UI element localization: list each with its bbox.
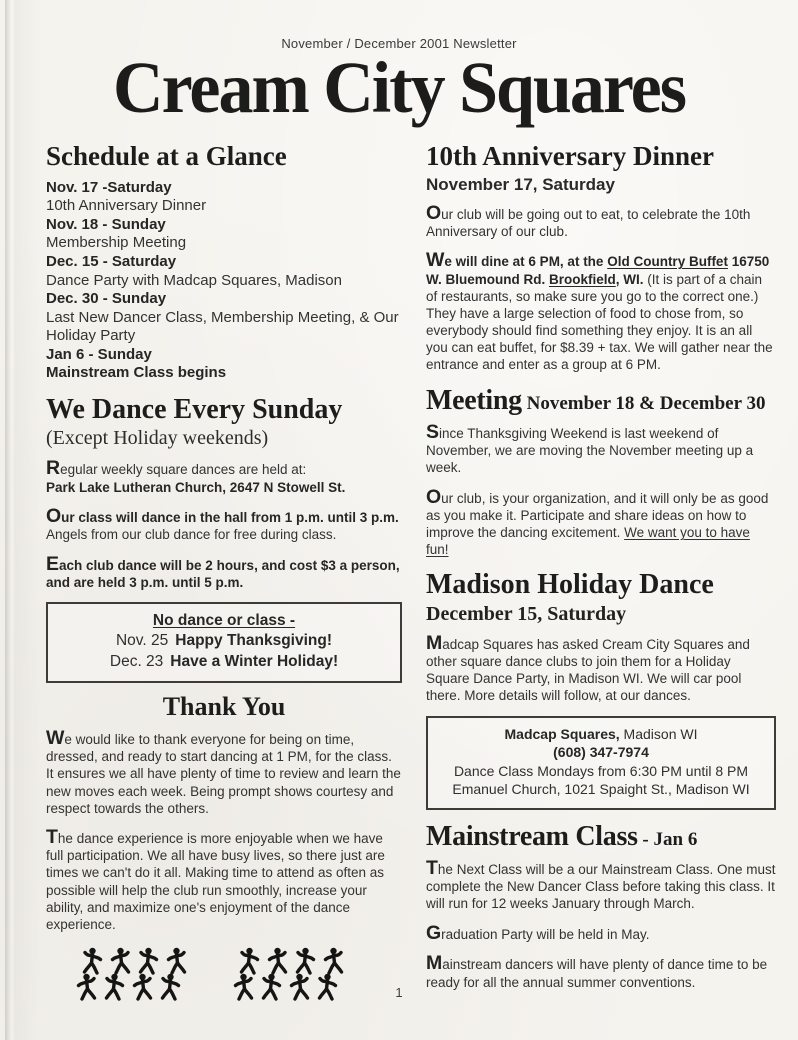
paragraph-your-organization: Our club, is your organization, and it will only be as good as you make it. Participate and share ideas on how to improve the dancing excitement. We want you to have fun! <box>426 485 769 558</box>
paragraph-where-we-dance: Regular weekly square dances are held at: Park Lake Lutheran Church, 2647 N Stowell St. <box>46 457 346 495</box>
madcap-phone: (608) 347-7974 <box>553 744 649 761</box>
dropcap: M <box>426 952 443 975</box>
newsletter-dateline: November / December 2001 Newsletter <box>281 36 517 51</box>
schedule-date: Jan 6 - Sunday <box>46 345 152 363</box>
paragraph-next-class: The Next Class will be a our Mainstream Class. One must complete the New Dancer Class before taking this class. It will run for 12 weeks January through March. <box>426 856 776 912</box>
schedule-date: Nov. 17 -Saturday <box>46 178 172 196</box>
thank-you-heading: Thank You <box>162 691 286 721</box>
dropcap: S <box>426 420 440 443</box>
dropcap: W <box>46 726 65 749</box>
dropcap: G <box>426 921 442 944</box>
schedule-event: 10th Anniversary Dinner <box>46 197 207 215</box>
madcap-class-time: Dance Class Mondays from 6:30 PM until 8 PM <box>453 762 749 779</box>
paragraph-class-times: Our class will dance in the hall from 1 p.m. until 3 p.m. Angels from our club dance for free during class. <box>46 504 399 543</box>
page-number: 1 <box>395 985 403 1000</box>
anniversary-dinner-subheading: November 17, Saturday <box>426 174 615 194</box>
meeting-heading: Meeting November 18 & December 30 <box>426 384 766 416</box>
madcap-name: Madcap Squares, Madison WI <box>504 725 698 742</box>
schedule-date: Dec. 15 - Saturday <box>46 252 177 270</box>
sunday-heading: We Dance Every Sunday <box>46 394 343 426</box>
notice-line: Dec. 23 Have a Winter Holiday! <box>109 652 339 670</box>
dropcap: O <box>426 485 442 508</box>
schedule-date: Dec. 30 - Sunday <box>46 290 167 308</box>
dropcap: T <box>46 825 58 848</box>
schedule-event: Last New Dancer Class, Membership Meeting, & Our Holiday Party <box>46 308 399 345</box>
paragraph-thanks-participation: The dance experience is more enjoyable when we have full participation. We all have busy lives, so there just are times we can't do it all. Making time to attend as often as possible will help the club run smoothly, increase your ability, and maximize one's enjoyment of the dance experience. <box>46 825 385 932</box>
anniversary-dinner-heading: 10th Anniversary Dinner <box>426 141 715 172</box>
dancer-icon <box>164 947 189 977</box>
dropcap: W <box>426 249 445 272</box>
madison-dance-subheading: December 15, Saturday <box>426 602 627 625</box>
paragraph-meeting-moved: Since Thanksgiving Weekend is last weekend of November, we are moving the November meeting up a week. <box>426 420 754 476</box>
paragraph-club-dance: Each club dance will be 2 hours, and cost $3 a person, and are held 3 p.m. until 5 p.m. <box>46 552 400 591</box>
dropcap: M <box>426 631 443 654</box>
paragraph-conventions: Mainstream dancers will have plenty of dance time to be ready for all the annual summer conventions. <box>426 952 768 990</box>
schedule-heading: Schedule at a Glance <box>46 141 287 172</box>
paragraph-graduation: Graduation Party will be held in May. <box>426 921 650 944</box>
schedule-date: Nov. 18 - Sunday <box>46 215 166 233</box>
dropcap: O <box>426 201 442 224</box>
right-column <box>426 134 776 1003</box>
paragraph-madison-details: Madcap Squares has asked Cream City Squares and other square dance clubs to join them for a Holiday Square Dance Party, in Madison WI. We will car pool there. More details will follow, at our dances. <box>426 631 750 704</box>
sunday-subheading: (Except Holiday weekends) <box>46 427 269 450</box>
paragraph-dinner-details: We will dine at 6 PM, at the Old Country Buffet 16750 W. Bluemound Rd. Brookfield, WI. (It is part of a chain of restaurants, so make sure you go to the correct one.) They have a large selection of food to chose from, so everybody should find something they enjoy. It is an all you can eat buffet, for $8.39 + tax. We will gather near the entrance and enter as a group at 6 PM. <box>426 249 773 373</box>
schedule-event: Mainstream Class begins <box>46 364 227 382</box>
madcap-address: Emanuel Church, 1021 Spaight St., Madison WI <box>452 781 750 798</box>
dropcap: E <box>46 552 60 575</box>
left-column <box>46 134 402 1003</box>
notice-title: No dance or class - <box>152 612 296 630</box>
schedule-list <box>46 179 402 384</box>
no-dance-notice-box <box>46 602 402 682</box>
schedule-event: Membership Meeting <box>46 234 187 252</box>
meeting-heading-dates: November 18 & December 30 <box>521 392 766 414</box>
mainstream-class-date: - Jan 6 <box>637 828 698 850</box>
newsletter-title: Cream City Squares <box>113 48 685 129</box>
madcap-squares-info-box <box>426 716 776 810</box>
columns <box>0 124 798 1003</box>
dropcap: O <box>46 504 62 527</box>
dropcap: R <box>46 457 61 480</box>
paragraph-dinner-intro: Our club will be going out to eat, to celebrate the 10th Anniversary of our club. <box>426 201 751 240</box>
mainstream-class-heading: Mainstream Class - Jan 6 <box>426 820 698 852</box>
dancer-icon <box>321 947 346 977</box>
dropcap: T <box>426 856 438 879</box>
schedule-event: Dance Party with Madcap Squares, Madison <box>46 271 342 289</box>
paragraph-thanks-prompt: We would like to thank everyone for being on time, dressed, and ready to start dancing at 1 PM, for the class. It ensures we all have plenty of time to review and learn the new moves each week. Being prompt shows courtesy and respect towards the others. <box>46 726 401 816</box>
notice-line: Nov. 25 Happy Thanksgiving! <box>115 632 333 650</box>
madison-dance-heading: Madison Holiday Dance <box>426 569 714 601</box>
